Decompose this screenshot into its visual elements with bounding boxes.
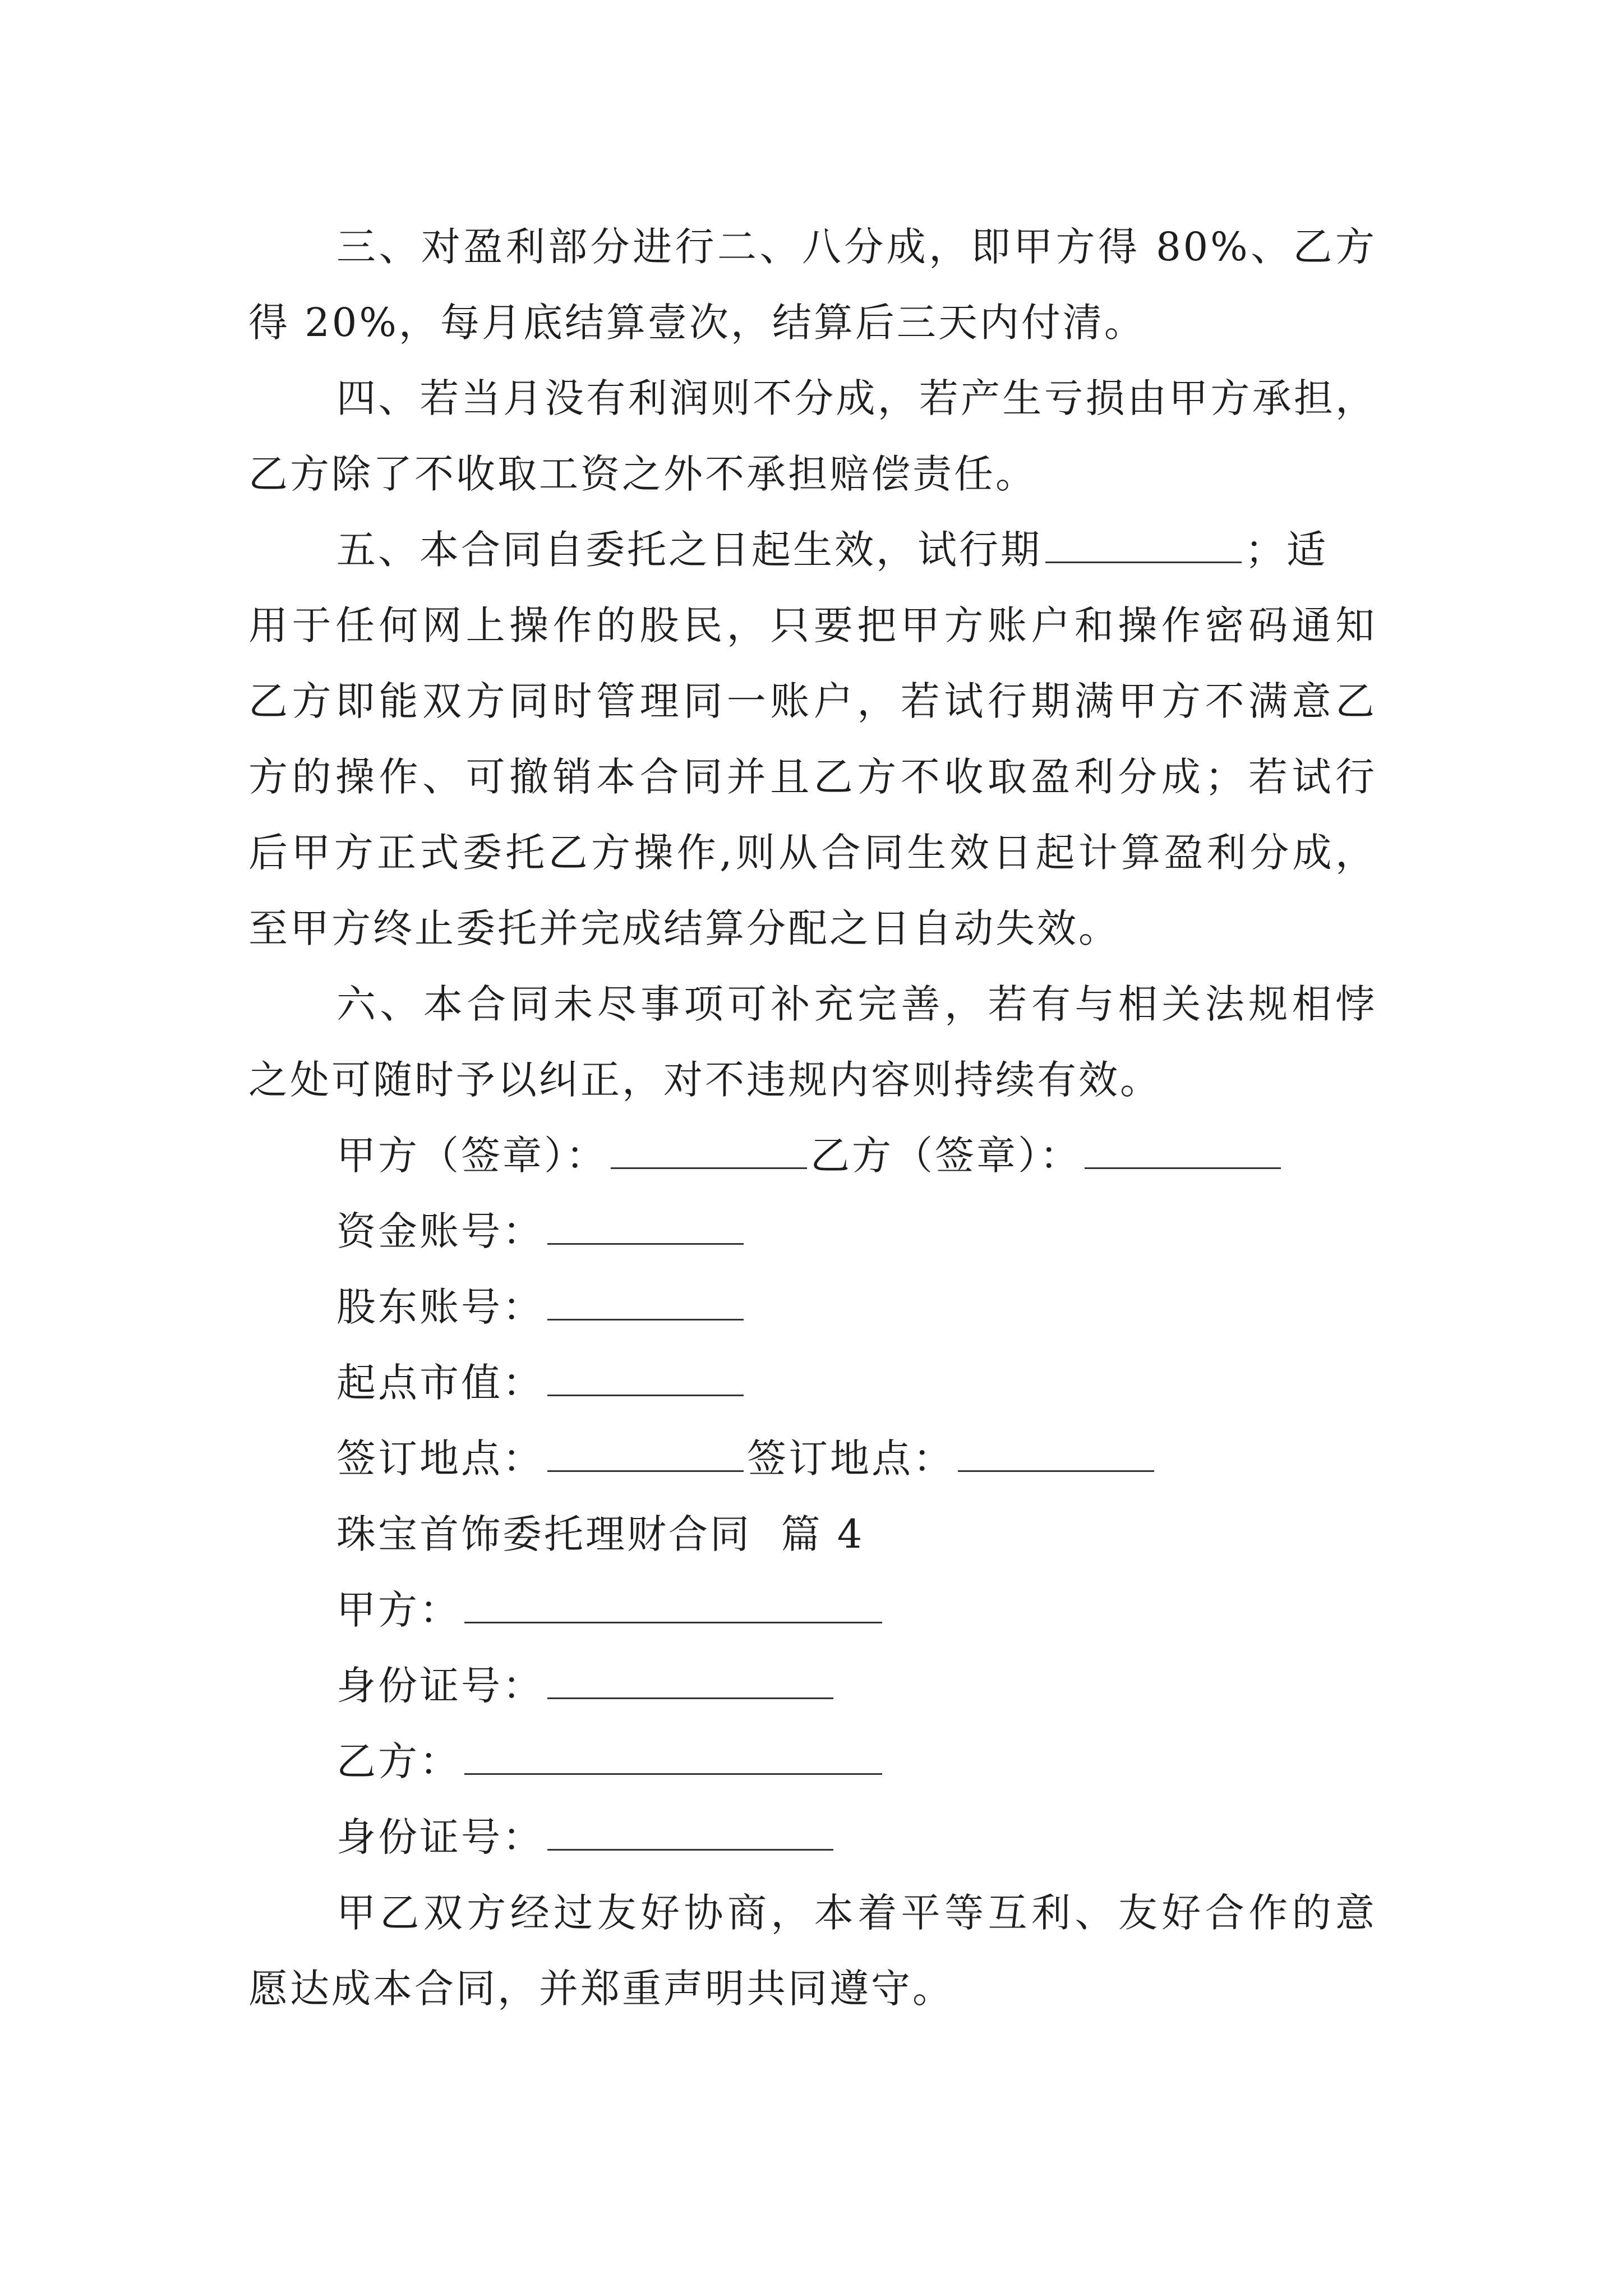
party-a-sign-label: 甲方（签章）： (336, 1133, 607, 1179)
fund-account-label: 资金账号： (336, 1208, 544, 1254)
start-market-value-label: 起点市值： (336, 1360, 544, 1406)
id-b-row (0, 1809, 1623, 1865)
signing-place-label-1: 签订地点： (336, 1435, 544, 1481)
start-market-value-blank (547, 1360, 744, 1396)
clause-4-line-1: 四、若当月没有利润则不分成，若产生亏损由甲方承担， (336, 375, 1377, 421)
party-b-row (0, 1733, 1623, 1789)
id-a-blank (547, 1663, 833, 1699)
clause-5-line-2: 用于任何网上操作的股民，只要把甲方账户和操作密码通知 (248, 602, 1377, 648)
fund-account-row (0, 1203, 1623, 1259)
party-a-row (0, 1582, 1623, 1638)
clause-5-line-3: 乙方即能双方同时管理同一账户，若试行期满甲方不满意乙 (248, 678, 1377, 724)
trial-period-blank (1045, 527, 1242, 563)
section-4-paragraph-line-2: 愿达成本合同，并郑重声明共同遵守。 (248, 1966, 954, 2012)
shareholder-account-blank (547, 1284, 744, 1320)
party-b-blank (464, 1738, 882, 1775)
clause-5-text-a: 五、本合同自委托之日起生效，试行期 (336, 527, 1042, 573)
party-a-blank (464, 1587, 882, 1623)
section-4-title: 珠宝首饰委托理财合同 篇 4 (336, 1511, 865, 1557)
clause-4-line-2: 乙方除了不收取工资之外不承担赔偿责任。 (248, 451, 1037, 497)
clause-5-line-6: 至甲方终止委托并完成结算分配之日自动失效。 (248, 905, 1120, 951)
clause-6-line-1: 六、本合同未尽事项可补充完善，若有与相关法规相悖 (336, 981, 1377, 1027)
signing-place-row (0, 1430, 1623, 1487)
clause-6-line-2: 之处可随时予以纠正，对不违规内容则持续有效。 (248, 1057, 1161, 1103)
clause-5-line-4: 方的操作、可撤销本合同并且乙方不收取盈利分成；若试行 (248, 754, 1377, 800)
id-a-row (0, 1658, 1623, 1714)
party-b-sign-blank (1085, 1133, 1281, 1169)
start-market-value-row (0, 1355, 1623, 1411)
party-a-label: 甲方： (336, 1587, 461, 1633)
clause-3-line-1: 三、对盈利部分进行二、八分成，即甲方得 80%、乙方 (336, 224, 1377, 270)
party-a-sign-blank (611, 1133, 807, 1169)
clause-3-line-2: 得 20%，每月底结算壹次，结算后三天内付清。 (248, 300, 1146, 346)
clause-5-line-5: 后甲方正式委托乙方操作,则从合同生效日起计算盈利分成， (248, 830, 1377, 876)
party-b-sign-label: 乙方（签章）： (810, 1133, 1081, 1179)
id-b-label: 身份证号： (336, 1814, 544, 1860)
id-b-blank (547, 1814, 833, 1851)
shareholder-account-row (0, 1279, 1623, 1335)
shareholder-account-label: 股东账号： (336, 1284, 544, 1330)
clause-5-line-1 (0, 522, 1623, 578)
party-b-label: 乙方： (336, 1738, 461, 1784)
signature-row (0, 1128, 1623, 1184)
section-4-paragraph-line-1: 甲乙双方经过友好协商，本着平等互利、友好合作的意 (336, 1890, 1377, 1936)
id-a-label: 身份证号： (336, 1663, 544, 1709)
signing-place-blank-1 (547, 1435, 744, 1472)
fund-account-blank (547, 1208, 744, 1245)
clause-5-text-b: ；适 (1245, 527, 1328, 573)
signing-place-blank-2 (958, 1435, 1154, 1472)
signing-place-label-2: 签订地点： (747, 1435, 955, 1481)
